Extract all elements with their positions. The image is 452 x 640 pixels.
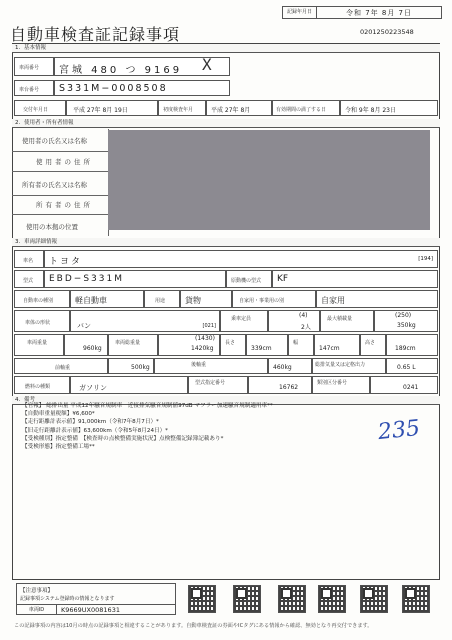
front-axle-label: 前軸重 (55, 365, 71, 371)
length-label-box (220, 334, 246, 356)
engine-value: KF (277, 274, 289, 284)
reg-label: 車両番号 (19, 65, 40, 71)
kind-value-box (70, 290, 144, 308)
rear-axle-value: 460kg (273, 364, 292, 371)
chassis-value-box (54, 80, 230, 96)
private-value-box (316, 290, 438, 308)
width-label-box (288, 334, 314, 356)
class-no-value: 0241 (403, 384, 419, 391)
section-user-owner-heading: 2．使用者・所有者情報 (12, 119, 440, 128)
fuel-label-box (14, 376, 70, 394)
use-label-box (144, 290, 180, 308)
height-value-box (386, 334, 438, 356)
type-no-label-box (188, 376, 248, 394)
qr-code (233, 585, 261, 613)
expiry-value-box (340, 100, 438, 116)
fuel-value: ガソリン (79, 384, 107, 392)
document-number: 0201250223548 (360, 28, 414, 36)
private-label-box (232, 290, 316, 308)
type-no-value-box (248, 376, 312, 394)
engine-label-box (226, 270, 272, 288)
weight-value: 960kg (83, 345, 102, 352)
load-value-2: 350kg (397, 322, 416, 329)
first-reg-label: 初度検査年月 (163, 107, 194, 113)
kind-label-box (14, 290, 70, 308)
divider (12, 151, 108, 152)
gross-value-box (158, 334, 220, 356)
remarks-line: 【旧走行距離計表示値】63,600km（令和5年8月24日）* (22, 427, 168, 434)
height-value: 189cm (395, 345, 416, 352)
maker-code: [194] (418, 256, 433, 262)
issue-value-box (66, 100, 158, 116)
weight-label: 車両重量 (27, 340, 48, 346)
height-label-box (360, 334, 386, 356)
capacity-value: (4) (299, 312, 308, 319)
capacity-value-box (268, 310, 320, 332)
record-date-label: 記録年月日 (283, 7, 317, 18)
displacement-label-box (312, 358, 386, 374)
gross-label-box (108, 334, 158, 356)
remarks-line: 【受検形態】指定整備工場** (22, 444, 95, 451)
body-label: 車体の形状 (25, 320, 51, 326)
use-value-box (180, 290, 232, 308)
body-code: [021] (202, 323, 216, 329)
rear-axle-value-box (268, 358, 312, 374)
model-label: 型式 (23, 278, 34, 284)
notice-text: 記録事項システム登録時の情報となります (20, 596, 115, 602)
section-vehicle-detail-heading: 3．車両詳細情報 (12, 238, 440, 247)
record-date-value: 令和 7年 8月 7日 (345, 8, 413, 17)
gross-value: (1430) (195, 335, 215, 342)
model-value: EBD−S331M (49, 274, 124, 284)
remarks-line: 【自動車重量税額】¥6,600* (22, 411, 95, 418)
width-value-box (314, 334, 360, 356)
issue-value: 平成 27年 8月 19日 (73, 107, 128, 114)
expiry-label-box (272, 100, 340, 116)
front-axle-value: 500kg (131, 364, 150, 371)
front-axle-value-box (108, 358, 154, 374)
type-no-value: 16762 (279, 384, 299, 391)
divider (12, 171, 108, 172)
reg-label-box (14, 57, 54, 76)
displacement-label: 総排気量又は定格出力 (315, 362, 366, 368)
displacement-value-box (386, 358, 438, 374)
reg-value: 宮城 480 つ 9169 (59, 65, 183, 76)
body-label-box (14, 310, 70, 332)
capacity-label: 乗車定員 (231, 316, 252, 322)
rear-axle-label-box (154, 358, 268, 374)
kind-label: 自動車の種別 (23, 298, 54, 304)
remarks-block (22, 402, 273, 451)
load-label-box (320, 310, 374, 332)
model-value-box (44, 270, 226, 288)
private-value: 自家用 (321, 296, 345, 305)
weight-label-box (14, 334, 64, 356)
qr-code (318, 585, 346, 613)
class-no-label: 類別区分番号 (317, 380, 348, 386)
handwritten-check-mark: X (202, 55, 212, 74)
issue-label-box (14, 100, 66, 116)
chassis-value: S331M−0008508 (59, 83, 168, 94)
width-label: 幅 (293, 340, 299, 346)
qr-code (188, 585, 216, 613)
handwritten-number: 235 (376, 415, 422, 446)
gross-label: 車両総重量 (115, 340, 141, 346)
height-label: 高さ (365, 340, 376, 346)
maker-label-box (14, 250, 44, 268)
use-label: 用途 (155, 298, 166, 304)
user-address-label: 使用者の住所 (36, 158, 93, 166)
length-value: 339cm (251, 345, 272, 352)
width-value: 147cm (319, 345, 340, 352)
front-axle-label-box (14, 358, 108, 374)
rear-axle-label: 後軸重 (191, 362, 207, 368)
type-no-label: 型式指定番号 (195, 380, 226, 386)
qr-code (402, 585, 430, 613)
expiry-value: 令和 9年 8月 23日 (345, 107, 396, 114)
body-value-box (70, 310, 220, 332)
vehicle-id-label: 車両ID (17, 604, 57, 615)
qr-code (278, 585, 306, 613)
qr-code (360, 585, 388, 613)
load-value-box (374, 310, 438, 332)
use-value: 貨物 (185, 296, 201, 305)
engine-label: 原動機の型式 (231, 278, 262, 284)
footer-note: この記録事項の内容は10月の時点の記録事項と相違することがあります。自動車検査証の券面やICタグにある情報から確認、無効となり再交付できます。 (14, 623, 373, 629)
first-reg-label-box (158, 100, 206, 116)
notice-heading: 【注意事項】 (20, 588, 54, 594)
chassis-label-box (14, 80, 54, 96)
record-date-box (282, 6, 442, 19)
private-label: 自家用・事業用の別 (239, 298, 285, 304)
base-location-label: 使用の本拠の位置 (26, 223, 78, 231)
maker-label: 車名 (23, 258, 34, 264)
remarks-line: 【官報】 総排出量 平成12年騒音規制車 近接排気騒音規制値97dB マフラー加速騒音規制適用車** (22, 403, 273, 409)
owner-address-label: 所有者の住所 (36, 201, 93, 209)
document-title: 自動車検査証記録事項 (10, 25, 181, 44)
maker-value-box (44, 250, 438, 268)
length-value-box (246, 334, 288, 356)
divider (12, 195, 108, 196)
remarks-line: 【走行距離計表示値】91,000km（令和7年8月7日）* (22, 419, 159, 426)
capacity-value-2: 2人 (301, 324, 311, 331)
maker-value: トヨタ (49, 257, 83, 267)
gross-value-2: 1420kg (191, 345, 214, 352)
class-no-label-box (312, 376, 370, 394)
first-reg-value-box (206, 100, 272, 116)
kind-value: 軽自動車 (75, 296, 107, 305)
issue-label: 交付年月日 (23, 107, 49, 113)
body-value: バン (77, 322, 91, 330)
model-label-box (14, 270, 44, 288)
remarks-line: 【受検種別】指定整備 【検査時の点検整備実施状況】点検整備記録簿記載あり* (22, 435, 224, 442)
fuel-label: 燃料の種類 (25, 384, 51, 390)
owner-name-label: 所有者の氏名又は名称 (22, 181, 87, 189)
section-basic-info-heading: 1．基本情報 (12, 44, 440, 53)
divider (12, 214, 108, 215)
redacted-personal-info (108, 130, 430, 230)
load-label: 最大積載量 (327, 316, 353, 322)
chassis-label: 車台番号 (19, 87, 40, 93)
capacity-label-box (220, 310, 268, 332)
vehicle-id-value: K9669UX0081631 (57, 604, 175, 615)
user-name-label: 使用者の氏名又は名称 (22, 137, 87, 145)
weight-value-box (64, 334, 108, 356)
load-value: (250) (395, 312, 412, 319)
displacement-value: 0.65 L (397, 364, 416, 371)
length-label: 長さ (225, 340, 236, 346)
section-remarks-heading: 4．備考 (12, 396, 440, 405)
expiry-label: 有効期間の満了する日 (276, 107, 327, 113)
class-no-value-box (370, 376, 438, 394)
notice-box (16, 583, 176, 615)
first-reg-value: 平成 27年 8月 (211, 107, 251, 114)
engine-value-box (272, 270, 438, 288)
fuel-value-box (70, 376, 188, 394)
